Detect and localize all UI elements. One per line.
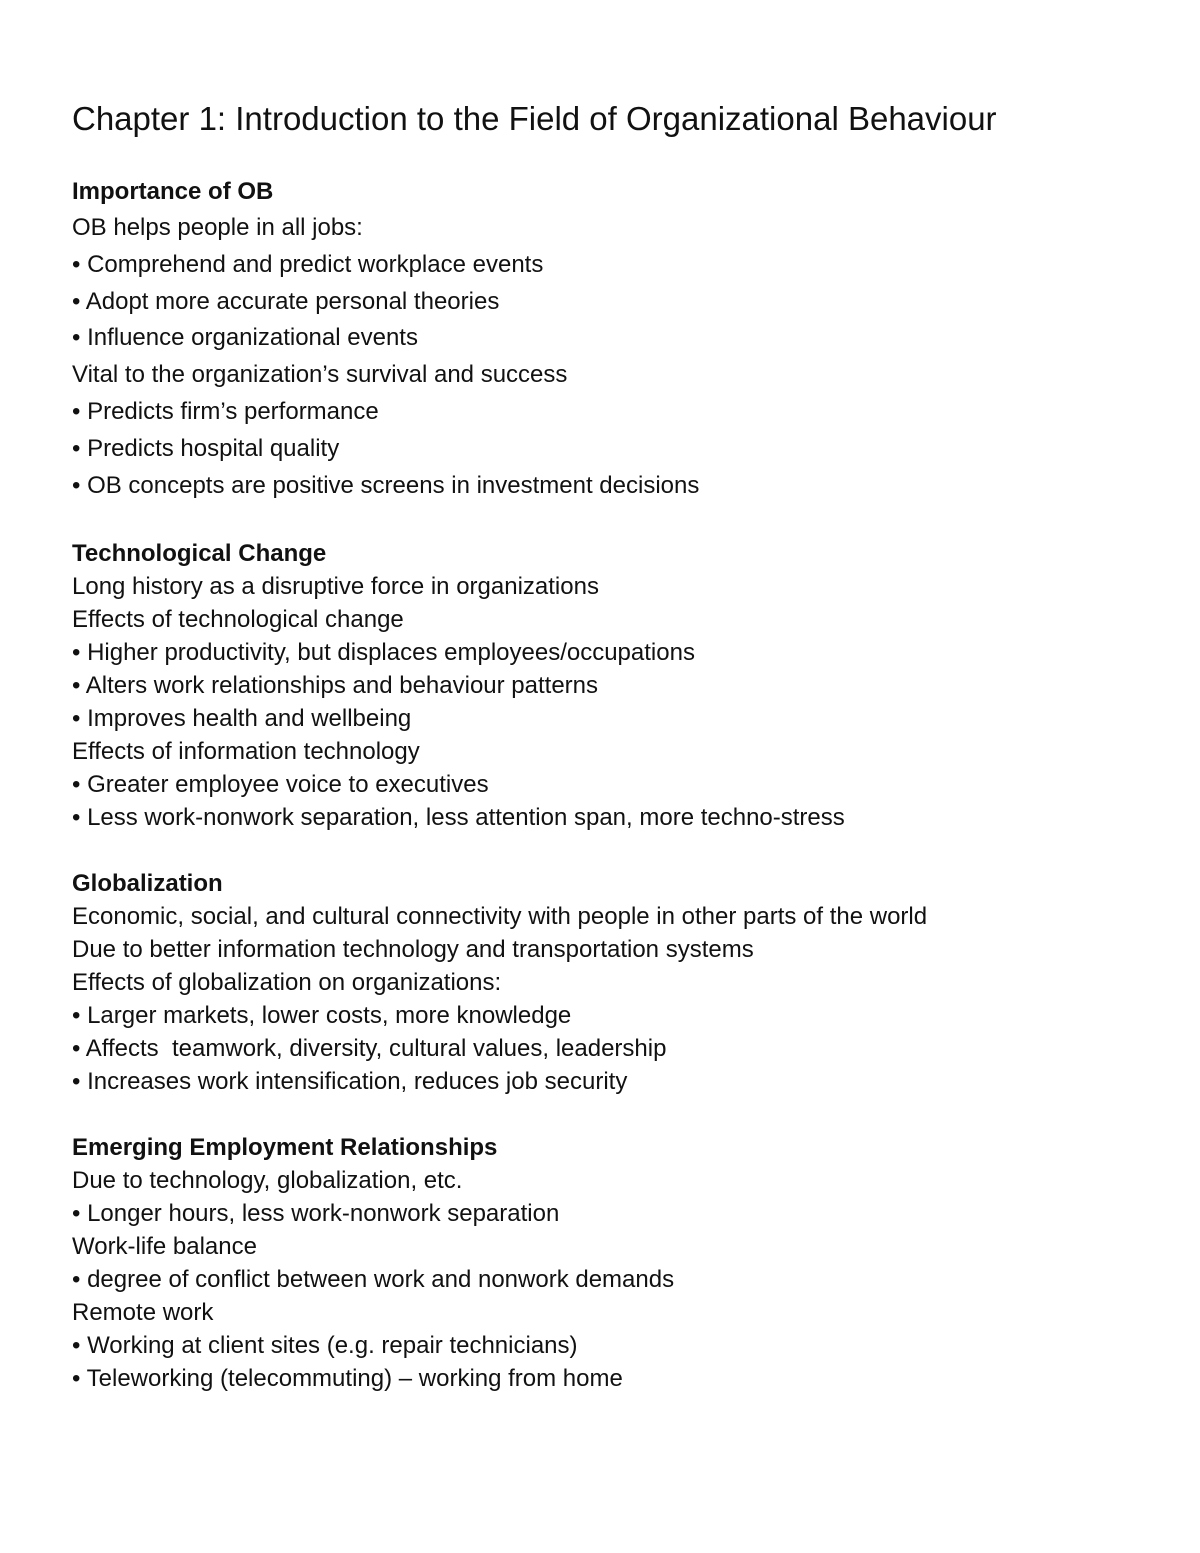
bullet-item: • Longer hours, less work-nonwork separation (72, 1200, 560, 1228)
bullet-item: • Predicts firm’s performance (72, 397, 379, 425)
bullet-item: • Teleworking (telecommuting) – working from home (72, 1365, 623, 1393)
bullet-item: • degree of conflict between work and nonwork demands (72, 1266, 675, 1294)
text-line: Remote work (72, 1299, 214, 1327)
document-page (72, 98, 1172, 1428)
section-emerging-employment-relationships (72, 1131, 1172, 1395)
bullet-item: • Greater employee voice to executives (72, 771, 489, 799)
section-heading: Globalization (72, 870, 223, 898)
section-heading: Technological Change (72, 540, 327, 568)
text-line: Vital to the organization’s survival and success (72, 361, 568, 389)
page-title: Chapter 1: Introduction to the Field of Organizational Behaviour (72, 100, 997, 137)
bullet-item: • Adopt more accurate personal theories (72, 287, 500, 315)
text-line: Work-life balance (72, 1233, 257, 1261)
text-line: Economic, social, and cultural connectivity with people in other parts of the world (72, 903, 928, 931)
bullet-item: • Affects teamwork, diversity, cultural values, leadership (72, 1035, 667, 1063)
section-globalization (72, 867, 1172, 1098)
section-heading: Importance of OB (72, 178, 274, 205)
bullet-item: • Influence organizational events (72, 324, 418, 352)
text-line: Due to better information technology and transportation systems (72, 936, 754, 964)
text-line: Due to technology, globalization, etc. (72, 1167, 463, 1195)
bullet-item: • Predicts hospital quality (72, 434, 340, 462)
bullet-item: • Working at client sites (e.g. repair technicians) (72, 1332, 578, 1360)
bullet-item: • Increases work intensification, reduces job security (72, 1068, 628, 1096)
bullet-item: • Less work-nonwork separation, less attention span, more techno-stress (72, 804, 845, 832)
text-line: Effects of globalization on organizations: (72, 969, 502, 997)
text-line: Effects of information technology (72, 738, 420, 766)
bullet-item: • Comprehend and predict workplace events (72, 250, 544, 278)
bullet-item: • Improves health and wellbeing (72, 705, 412, 733)
section-technological-change (72, 537, 1172, 834)
bullet-item: • OB concepts are positive screens in investment decisions (72, 471, 700, 499)
section-importance-of-ob (72, 174, 1172, 504)
bullet-item: • Higher productivity, but displaces employees/occupations (72, 639, 695, 667)
bullet-item: • Alters work relationships and behaviour patterns (72, 672, 599, 700)
text-line: Effects of technological change (72, 606, 404, 634)
text-line: OB helps people in all jobs: (72, 214, 363, 241)
bullet-item: • Larger markets, lower costs, more knowledge (72, 1002, 572, 1030)
section-heading: Emerging Employment Relationships (72, 1134, 498, 1162)
text-line: Long history as a disruptive force in organizations (72, 573, 599, 601)
